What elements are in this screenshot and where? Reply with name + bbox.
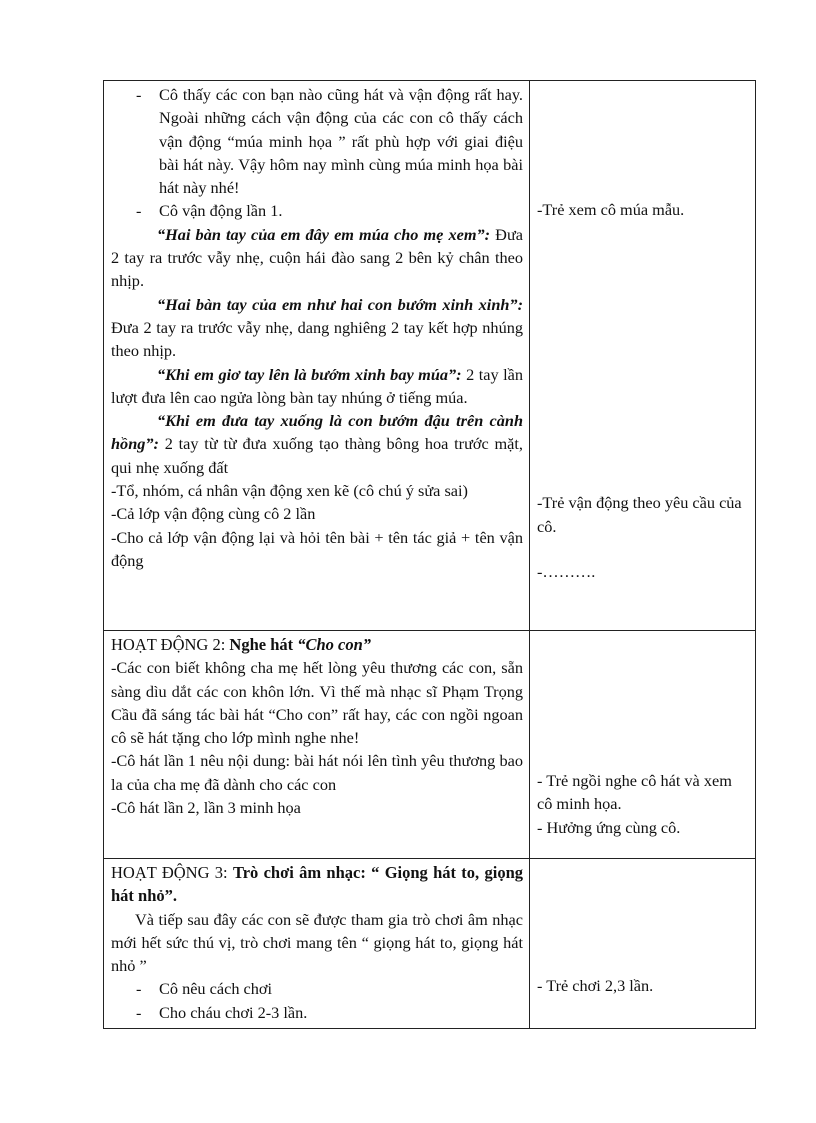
section-heading: HOẠT ĐỘNG 3: Trò chơi âm nhạc: “ Giọng hát to, giọng hát nhỏ”. bbox=[111, 863, 523, 906]
paragraph: -Cô hát lần 2, lần 3 minh họa bbox=[111, 798, 301, 818]
bullet-item: Và tiếp sau đây các con sẽ được tham gia trò chơi âm nhạc mới hết sức thú vị, trò chơi mang tên “ giọng hát to, giọng hát nhỏ ” bbox=[111, 909, 523, 976]
section-heading: HOẠT ĐỘNG 2: Nghe hát “Cho con” bbox=[111, 635, 372, 654]
bullet-item: - Cô nêu cách chơi bbox=[136, 979, 273, 999]
dance-step-3: “Khi em giơ tay lên là bướm xinh bay múa”: 2 tay lần lượt đưa lên cao ngửa lòng bàn tay nhúng ở tiếng múa. bbox=[111, 364, 523, 407]
bullet-item: - Cho cháu chơi 2-3 lần. bbox=[136, 1002, 308, 1022]
child-response: - Trẻ chơi 2,3 lần. bbox=[537, 976, 654, 995]
table-row bbox=[104, 631, 756, 859]
lesson-plan-table bbox=[103, 80, 756, 1029]
paragraph: -Tổ, nhóm, cá nhân vận động xen kẽ (cô chú ý sửa sai) bbox=[111, 481, 468, 501]
child-response: - Trẻ ngồi nghe cô hát và xem cô minh họa. bbox=[537, 771, 732, 814]
activity-cell bbox=[104, 859, 530, 1029]
bullet-item: - Cô thấy các con bạn nào cũng hát và vận động rất hay. Ngoài những cách vận động của các con cô thấy cách vận động “múa minh họa ” rất phù hợp với giai điệu bài hát này. Vậy hôm nay mình cùng múa minh họa bài hát này nhé! bbox=[136, 85, 523, 198]
bullet-item: - Cô vận động lần 1. bbox=[136, 201, 283, 221]
child-response: -Trẻ xem cô múa mẫu. bbox=[537, 200, 685, 219]
table-row bbox=[104, 81, 756, 631]
child-activity-cell bbox=[530, 859, 756, 1029]
dance-step-4: “Khi em đưa tay xuống là con bướm đậu trên cành hồng”: 2 tay từ từ đưa xuống tạo thàng bông hoa trước mặt, qui nhẹ xuống đất bbox=[111, 411, 523, 477]
dance-step-1: “Hai bàn tay của em đây em múa cho mẹ xem”: Đưa 2 tay ra trước vẫy nhẹ, cuộn hái đào sang 2 bên kỷ chân theo nhịp. bbox=[111, 224, 523, 291]
child-activity-cell bbox=[530, 631, 756, 859]
dance-step-2: “Hai bàn tay của em như hai con bướm xinh xinh”: Đưa 2 tay ra trước vẫy nhẹ, dang nghiêng 2 tay kết hợp nhúng theo nhịp. bbox=[111, 294, 523, 361]
paragraph: -Cả lớp vận động cùng cô 2 lần bbox=[111, 504, 316, 524]
paragraph: -Cô hát lần 1 nêu nội dung: bài hát nói lên tình yêu thương bao la của cha mẹ đã dành cho các con bbox=[111, 751, 523, 794]
paragraph: -Các con biết không cha mẹ hết lòng yêu thương các con, sẵn sàng dìu dắt các con khôn lớn. Vì thế mà nhạc sĩ Phạm Trọng Cầu đã sáng tác bài hát “Cho con” rất hay, các con ngồi ngoan cô sẽ hát tặng cho lớp mình nghe nhe! bbox=[111, 658, 523, 748]
child-response: - Hưởng ứng cùng cô. bbox=[537, 817, 681, 837]
activity-cell bbox=[104, 81, 530, 631]
child-response: -………. bbox=[537, 561, 596, 581]
child-activity-cell bbox=[530, 81, 756, 631]
paragraph: -Cho cả lớp vận động lại và hỏi tên bài + tên tác giả + tên vận động bbox=[111, 527, 523, 570]
child-response: -Trẻ vận động theo yêu cầu của cô. bbox=[537, 493, 742, 536]
activity-cell bbox=[104, 631, 530, 859]
table-row bbox=[104, 859, 756, 1029]
